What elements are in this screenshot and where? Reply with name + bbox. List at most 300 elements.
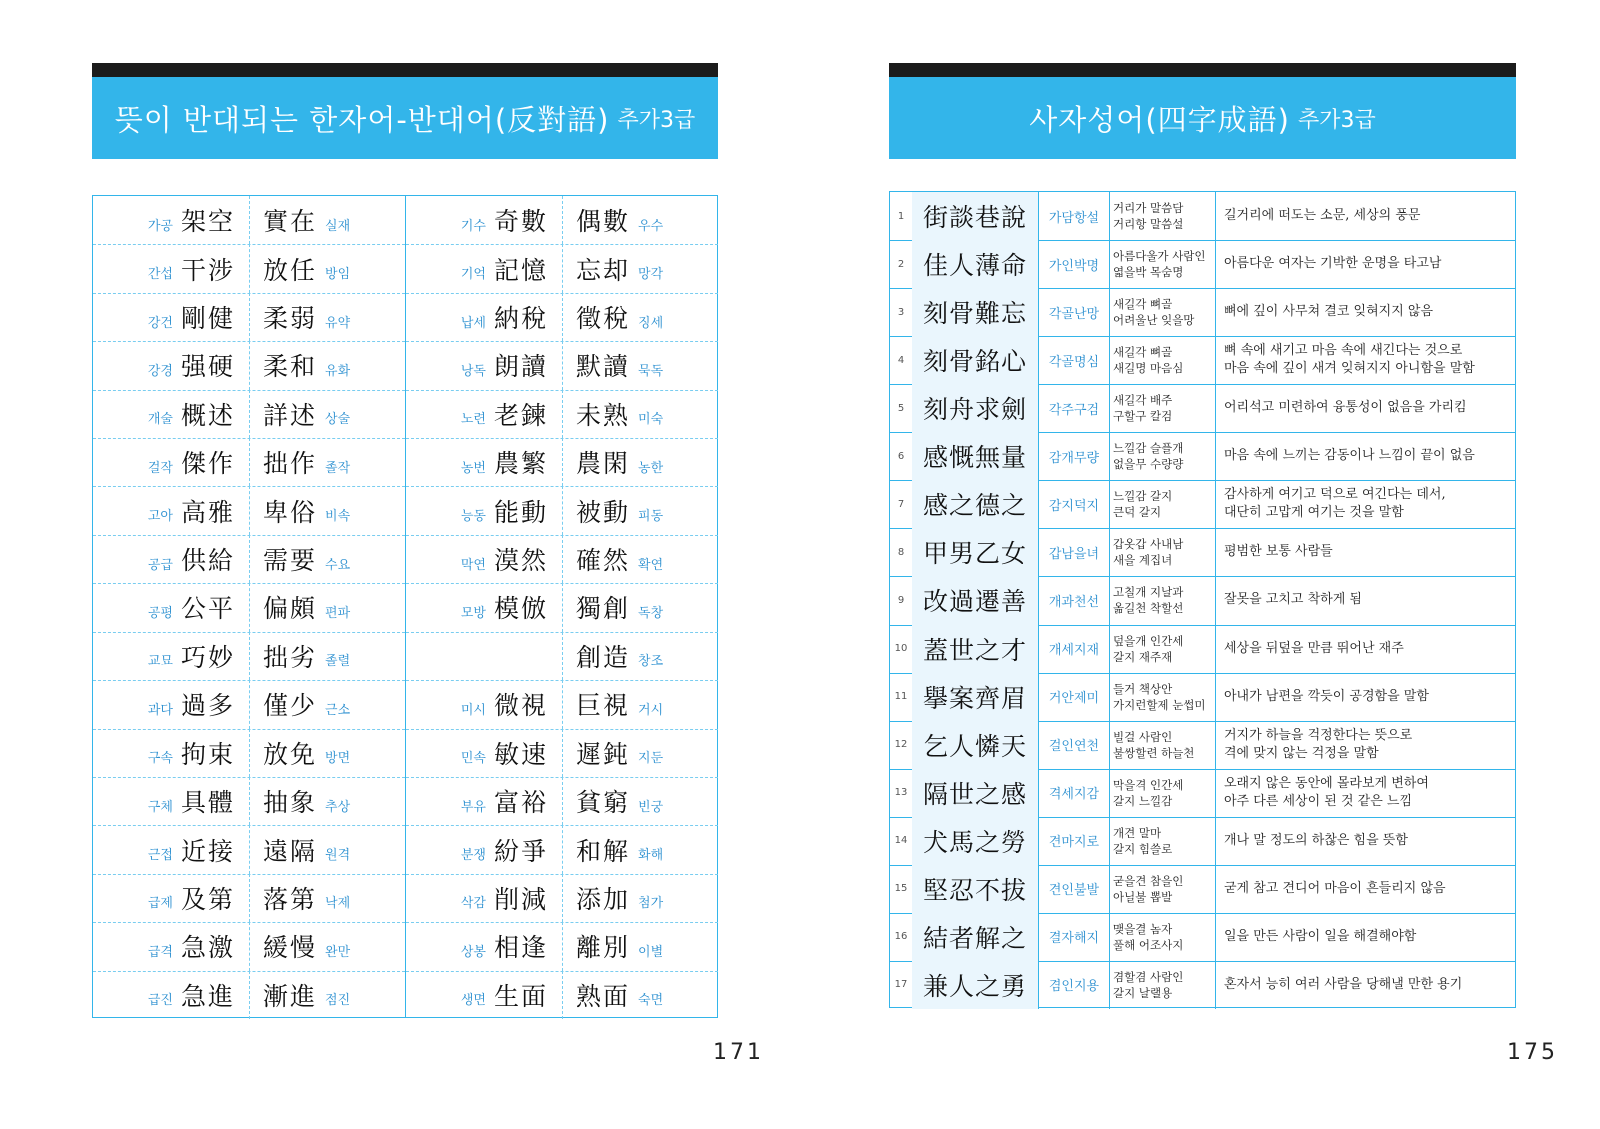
antonym-word-hanja: 供給 xyxy=(180,546,235,576)
antonym-row xyxy=(93,777,405,826)
idiom-number: 17 xyxy=(894,979,908,991)
antonym-word-hanja: 納稅 xyxy=(493,304,548,334)
idiom-meaning-line-1: 마음 속에 느끼는 감동이나 느낌이 끝이 없음 xyxy=(1224,448,1475,464)
idiom-meaning-line-1: 거지가 하늘을 걱정한다는 뜻으로 xyxy=(1224,727,1413,743)
antonym-table xyxy=(92,195,718,1018)
idiom-meaning-line-1: 개나 말 정도의 하찮은 힘을 뜻함 xyxy=(1224,832,1408,848)
antonym-word-reading: 분쟁 xyxy=(460,848,486,864)
antonym-opposite-hanja: 詳述 xyxy=(263,400,318,430)
idiom-hanja: 結者解之 xyxy=(912,913,1039,961)
antonym-opposite-reading: 낙제 xyxy=(325,896,351,912)
idiom-gloss-line-2: 구할구 칼검 xyxy=(1113,409,1173,424)
antonym-word xyxy=(406,244,562,292)
antonym-opposite-reading: 방임 xyxy=(325,267,351,283)
antonym-opposite-reading: 방면 xyxy=(325,751,351,767)
antonym-opposite-hanja: 農閑 xyxy=(576,449,631,479)
antonym-opposite-hanja: 和解 xyxy=(576,836,631,866)
idiom-number: 14 xyxy=(894,835,908,847)
idiom-gloss xyxy=(1110,625,1216,673)
antonym-word xyxy=(93,293,249,341)
idiom-row xyxy=(890,576,1515,625)
antonym-opposite xyxy=(562,390,718,438)
antonym-row xyxy=(406,438,718,487)
antonym-word-hanja: 概述 xyxy=(180,400,235,430)
antonym-row xyxy=(406,971,718,1019)
idiom-meaning xyxy=(1217,961,1515,1009)
antonym-word xyxy=(93,680,249,728)
idiom-hanja: 犬馬之勞 xyxy=(912,817,1039,865)
antonym-opposite xyxy=(249,680,405,728)
left-page-title xyxy=(92,77,718,159)
antonym-opposite xyxy=(562,632,718,680)
idiom-gloss-line-2: 새을 계집녀 xyxy=(1113,553,1173,568)
idiom-gloss-line-1: 막을격 인간세 xyxy=(1113,777,1184,792)
idiom-gloss-line-1: 거리가 말씀담 xyxy=(1113,201,1184,216)
antonym-word-reading: 강경 xyxy=(147,363,173,379)
antonym-word-reading: 급격 xyxy=(147,944,173,960)
antonym-opposite-hanja: 漸進 xyxy=(263,981,318,1011)
antonym-opposite xyxy=(562,922,718,970)
idiom-gloss-line-1: 느낄감 슬플개 xyxy=(1113,441,1184,456)
antonym-row xyxy=(93,196,405,245)
idiom-gloss-line-1: 새길각 뼈골 xyxy=(1113,297,1173,312)
right-title-suffix: 추가3급 xyxy=(1297,107,1376,133)
antonym-opposite xyxy=(562,196,718,244)
antonym-opposite-hanja: 拙劣 xyxy=(263,642,318,672)
antonym-row xyxy=(406,486,718,535)
antonym-word-hanja: 朗讀 xyxy=(493,352,548,382)
idiom-meaning xyxy=(1217,865,1515,913)
antonym-opposite-hanja: 放任 xyxy=(263,255,318,285)
antonym-word xyxy=(93,196,249,244)
idiom-meaning xyxy=(1217,817,1515,865)
antonym-row xyxy=(93,438,405,487)
antonym-word-hanja: 農繁 xyxy=(493,449,548,479)
idiom-hanja: 隔世之感 xyxy=(912,769,1039,817)
antonym-word xyxy=(93,583,249,631)
antonym-opposite xyxy=(249,438,405,486)
idiom-meaning-line-1: 평범한 보통 사람들 xyxy=(1224,544,1333,560)
idiom-hanja: 蓋世之才 xyxy=(912,625,1039,673)
right-title-text: 사자성어(四字成語) xyxy=(1029,102,1290,137)
idiom-gloss xyxy=(1110,192,1216,240)
antonym-opposite-hanja: 卑俗 xyxy=(263,497,318,527)
antonym-row xyxy=(93,680,405,729)
antonym-word xyxy=(406,825,562,873)
antonym-row xyxy=(93,971,405,1019)
antonym-opposite xyxy=(249,777,405,825)
antonym-column-2 xyxy=(405,196,718,1017)
antonym-word-reading: 근접 xyxy=(147,848,173,864)
idiom-row xyxy=(890,625,1515,674)
antonym-row xyxy=(406,729,718,778)
idiom-gloss xyxy=(1110,528,1216,576)
idiom-meaning xyxy=(1217,913,1515,961)
idiom-gloss-line-2: 불쌍할련 하늘천 xyxy=(1113,745,1195,760)
antonym-opposite xyxy=(562,244,718,292)
antonym-word-reading: 상봉 xyxy=(460,944,486,960)
idiom-number: 3 xyxy=(897,306,905,318)
antonym-opposite-reading: 졸렬 xyxy=(325,654,351,670)
antonym-opposite-reading: 졸작 xyxy=(325,460,351,476)
idiom-row xyxy=(890,913,1515,962)
antonym-row xyxy=(406,874,718,923)
antonym-word-reading: 공급 xyxy=(147,557,173,573)
antonym-row xyxy=(93,632,405,681)
left-title-suffix: 추가3급 xyxy=(617,107,696,133)
antonym-row xyxy=(406,244,718,293)
antonym-word xyxy=(406,293,562,341)
antonym-opposite-reading: 독창 xyxy=(638,605,664,621)
antonym-opposite-hanja: 貧窮 xyxy=(576,788,631,818)
idiom-hanja: 乞人憐天 xyxy=(912,721,1039,769)
idiom-reading: 개세지재 xyxy=(1039,625,1110,673)
idiom-gloss-line-1: 새길각 뼈골 xyxy=(1113,345,1173,360)
idiom-gloss-line-1: 개견 말마 xyxy=(1113,825,1162,840)
idiom-number: 16 xyxy=(894,931,908,943)
antonym-opposite-hanja: 獨創 xyxy=(576,594,631,624)
idiom-reading: 갑남을녀 xyxy=(1039,528,1110,576)
antonym-opposite xyxy=(562,729,718,777)
idiom-gloss-line-2: 없을무 수량량 xyxy=(1113,457,1184,472)
idiom-gloss-line-1: 맺을결 놈자 xyxy=(1113,921,1173,936)
idiom-gloss-line-2: 큰덕 갈지 xyxy=(1113,505,1162,520)
idiom-hanja: 堅忍不拔 xyxy=(912,865,1039,913)
antonym-word-reading: 능동 xyxy=(460,509,486,525)
right-page-header xyxy=(889,63,1516,159)
idiom-row xyxy=(890,528,1515,577)
idiom-meaning xyxy=(1217,240,1515,288)
idiom-meaning xyxy=(1217,384,1515,432)
idiom-row xyxy=(890,817,1515,866)
idiom-number: 8 xyxy=(897,546,905,558)
idiom-gloss xyxy=(1110,913,1216,961)
idiom-meaning-line-1: 혼자서 능히 여러 사람을 당해낼 만한 용기 xyxy=(1224,976,1463,992)
idiom-gloss xyxy=(1110,240,1216,288)
antonym-word-hanja: 生面 xyxy=(493,981,548,1011)
idiom-table xyxy=(889,191,1516,1008)
idiom-gloss-line-2: 어려울난 잊을망 xyxy=(1113,313,1195,328)
idiom-row xyxy=(890,769,1515,818)
antonym-opposite-reading: 첨가 xyxy=(638,896,664,912)
antonym-word xyxy=(93,341,249,389)
antonym-word-hanja: 記憶 xyxy=(493,255,548,285)
antonym-opposite xyxy=(562,293,718,341)
antonym-word xyxy=(93,486,249,534)
antonym-opposite-hanja: 放免 xyxy=(263,739,318,769)
antonym-opposite-hanja: 未熟 xyxy=(576,400,631,430)
idiom-gloss-line-1: 아름다울가 사람인 xyxy=(1113,249,1206,264)
idiom-reading: 견인불발 xyxy=(1039,865,1110,913)
antonym-word xyxy=(406,341,562,389)
antonym-word-reading: 강건 xyxy=(147,315,173,331)
antonym-opposite-hanja: 默讀 xyxy=(576,352,631,382)
antonym-row xyxy=(406,777,718,826)
antonym-word xyxy=(406,777,562,825)
idiom-gloss-line-1: 굳을견 참을인 xyxy=(1113,873,1184,888)
left-page-number: 171 xyxy=(713,1040,764,1065)
idiom-meaning-line-2: 마음 속에 깊이 새겨 잊혀지지 아니함을 말함 xyxy=(1224,361,1475,377)
antonym-opposite-reading: 피동 xyxy=(638,509,664,525)
antonym-word xyxy=(406,922,562,970)
antonym-opposite-hanja: 添加 xyxy=(576,884,631,914)
antonym-word xyxy=(406,729,562,777)
antonym-row xyxy=(93,583,405,632)
antonym-opposite-reading: 편파 xyxy=(325,605,351,621)
idiom-number: 13 xyxy=(894,787,908,799)
idiom-number: 4 xyxy=(897,354,905,366)
antonym-word-reading: 가공 xyxy=(147,218,173,234)
antonym-row xyxy=(406,341,718,390)
antonym-word xyxy=(406,438,562,486)
idiom-reading: 거안제미 xyxy=(1039,673,1110,721)
antonym-opposite-reading: 유화 xyxy=(325,363,351,379)
antonym-word-reading: 개술 xyxy=(147,412,173,428)
antonym-word xyxy=(93,777,249,825)
antonym-row xyxy=(93,922,405,971)
antonym-opposite-reading: 상술 xyxy=(325,412,351,428)
antonym-word xyxy=(93,971,249,1019)
idiom-row xyxy=(890,384,1515,433)
antonym-opposite xyxy=(249,922,405,970)
antonym-opposite xyxy=(249,583,405,631)
idiom-hanja: 刻骨銘心 xyxy=(912,336,1039,384)
antonym-word xyxy=(406,390,562,438)
antonym-word-hanja: 紛爭 xyxy=(493,836,548,866)
idiom-number: 1 xyxy=(897,210,905,222)
antonym-opposite xyxy=(249,390,405,438)
antonym-opposite xyxy=(562,825,718,873)
idiom-hanja: 感之德之 xyxy=(912,480,1039,528)
antonym-opposite-reading: 점진 xyxy=(325,993,351,1009)
antonym-word-reading: 막연 xyxy=(460,557,486,573)
antonym-word-reading: 기수 xyxy=(460,218,486,234)
antonym-word-hanja: 老鍊 xyxy=(493,400,548,430)
antonym-word-hanja: 微視 xyxy=(493,691,548,721)
antonym-word-reading: 걸작 xyxy=(147,460,173,476)
antonym-opposite-reading: 농한 xyxy=(638,460,664,476)
antonym-opposite-hanja: 創造 xyxy=(576,642,631,672)
antonym-word-hanja: 急激 xyxy=(180,933,235,963)
antonym-word-reading: 간섭 xyxy=(147,267,173,283)
antonym-word-hanja: 强硬 xyxy=(180,352,235,382)
antonym-opposite-reading: 거시 xyxy=(638,702,664,718)
antonym-word-hanja: 急進 xyxy=(180,981,235,1011)
idiom-meaning xyxy=(1217,721,1515,769)
antonym-opposite xyxy=(562,486,718,534)
antonym-word-reading: 구체 xyxy=(147,799,173,815)
antonym-row xyxy=(93,390,405,439)
idiom-row xyxy=(890,288,1515,337)
antonym-word-hanja: 能動 xyxy=(493,497,548,527)
idiom-gloss xyxy=(1110,721,1216,769)
idiom-gloss xyxy=(1110,576,1216,624)
antonym-row xyxy=(93,341,405,390)
idiom-gloss-line-2: 갈지 느낄감 xyxy=(1113,793,1173,808)
antonym-opposite-reading: 미숙 xyxy=(638,412,664,428)
idiom-reading: 각골명심 xyxy=(1039,336,1110,384)
idiom-meaning xyxy=(1217,625,1515,673)
antonym-opposite-reading: 근소 xyxy=(325,702,351,718)
idiom-meaning xyxy=(1217,288,1515,336)
antonym-row xyxy=(93,729,405,778)
idiom-row xyxy=(890,240,1515,289)
antonym-word-reading: 과다 xyxy=(147,702,173,718)
antonym-opposite-hanja: 離別 xyxy=(576,933,631,963)
idiom-gloss-line-2: 가지런할제 눈썹미 xyxy=(1113,697,1206,712)
idiom-hanja: 街談巷說 xyxy=(912,192,1039,240)
idiom-reading: 걸인연천 xyxy=(1039,721,1110,769)
antonym-word xyxy=(93,390,249,438)
antonym-word xyxy=(406,486,562,534)
antonym-opposite-hanja: 緩慢 xyxy=(263,933,318,963)
antonym-word xyxy=(93,874,249,922)
antonym-opposite xyxy=(562,971,718,1019)
antonym-opposite xyxy=(562,438,718,486)
idiom-gloss-line-2: 갈지 재주재 xyxy=(1113,649,1173,664)
antonym-opposite-reading: 창조 xyxy=(638,654,664,670)
antonym-opposite-hanja: 忘却 xyxy=(576,255,631,285)
idiom-gloss-line-2: 엷을박 목숨명 xyxy=(1113,265,1184,280)
idiom-meaning-line-1: 뼈에 깊이 사무쳐 결코 잊혀지지 않음 xyxy=(1224,304,1434,320)
antonym-opposite-hanja: 熟面 xyxy=(576,981,631,1011)
antonym-word-reading: 기억 xyxy=(460,267,486,283)
antonym-word xyxy=(93,825,249,873)
antonym-opposite-reading: 비속 xyxy=(325,509,351,525)
idiom-row xyxy=(890,336,1515,385)
idiom-row xyxy=(890,721,1515,770)
idiom-number: 6 xyxy=(897,450,905,462)
antonym-opposite-hanja: 需要 xyxy=(263,546,318,576)
antonym-row xyxy=(406,632,718,681)
antonym-row xyxy=(93,486,405,535)
antonym-opposite xyxy=(249,486,405,534)
antonym-opposite-hanja: 巨視 xyxy=(576,691,631,721)
idiom-gloss xyxy=(1110,432,1216,480)
antonym-opposite-reading: 화해 xyxy=(638,848,664,864)
antonym-word-hanja: 削減 xyxy=(493,884,548,914)
antonym-opposite xyxy=(249,632,405,680)
antonym-opposite-reading: 확연 xyxy=(638,557,664,573)
idiom-meaning-line-1: 잘못을 고치고 착하게 됨 xyxy=(1224,592,1362,608)
antonym-word xyxy=(93,438,249,486)
antonym-opposite-hanja: 偶數 xyxy=(576,207,631,237)
antonym-word-hanja: 及第 xyxy=(180,884,235,914)
idiom-number: 12 xyxy=(894,739,908,751)
antonym-word-reading: 구속 xyxy=(147,751,173,767)
idiom-gloss xyxy=(1110,384,1216,432)
antonym-opposite-reading: 실재 xyxy=(325,218,351,234)
antonym-row xyxy=(406,390,718,439)
antonym-opposite-hanja: 遲鈍 xyxy=(576,739,631,769)
idiom-number: 9 xyxy=(897,594,905,606)
idiom-reading: 결자해지 xyxy=(1039,913,1110,961)
antonym-word-reading: 미시 xyxy=(460,702,486,718)
idiom-number: 11 xyxy=(894,691,908,703)
antonym-word xyxy=(93,729,249,777)
antonym-word-hanja: 巧妙 xyxy=(180,642,235,672)
antonym-opposite-reading: 유약 xyxy=(325,315,351,331)
idiom-gloss-line-1: 들거 책상안 xyxy=(1113,681,1173,696)
left-title-text: 뜻이 반대되는 한자어-반대어(反對語) xyxy=(114,102,610,137)
antonym-word xyxy=(406,632,562,680)
right-page-title xyxy=(889,77,1516,159)
antonym-row xyxy=(93,535,405,584)
idiom-reading: 각골난망 xyxy=(1039,288,1110,336)
antonym-word-reading: 낭독 xyxy=(460,363,486,379)
idiom-gloss xyxy=(1110,961,1216,1009)
idiom-number: 15 xyxy=(894,883,908,895)
antonym-word-reading: 모방 xyxy=(460,605,486,621)
idiom-row xyxy=(890,673,1515,722)
antonym-opposite-reading: 숙면 xyxy=(638,993,664,1009)
antonym-opposite xyxy=(249,341,405,389)
idiom-meaning-line-2: 대단히 고맙게 여기는 것을 말함 xyxy=(1224,505,1404,521)
idiom-meaning xyxy=(1217,480,1515,528)
antonym-opposite-hanja: 確然 xyxy=(576,546,631,576)
idiom-meaning xyxy=(1217,192,1515,240)
idiom-meaning-line-1: 일을 만든 사람이 일을 해결해야함 xyxy=(1224,928,1417,944)
antonym-word-hanja: 拘束 xyxy=(180,739,235,769)
idiom-reading: 가담항설 xyxy=(1039,192,1110,240)
antonym-word-hanja: 傑作 xyxy=(180,449,235,479)
antonym-word xyxy=(406,583,562,631)
idiom-reading: 감개무량 xyxy=(1039,432,1110,480)
idiom-row xyxy=(890,192,1515,241)
idiom-meaning-line-1: 굳게 참고 견디어 마음이 흔들리지 않음 xyxy=(1224,880,1446,896)
idiom-gloss xyxy=(1110,336,1216,384)
idiom-hanja: 甲男乙女 xyxy=(912,528,1039,576)
antonym-word-hanja: 富裕 xyxy=(493,788,548,818)
antonym-row xyxy=(406,535,718,584)
antonym-opposite-hanja: 拙作 xyxy=(263,449,318,479)
antonym-opposite xyxy=(249,971,405,1019)
antonym-word-hanja: 架空 xyxy=(180,207,235,237)
antonym-word xyxy=(93,632,249,680)
idiom-reading: 겸인지용 xyxy=(1039,961,1110,1009)
idiom-meaning-line-1: 감사하게 여기고 덕으로 여긴다는 데서, xyxy=(1224,487,1446,503)
idiom-meaning-line-1: 어리석고 미련하여 융통성이 없음을 가리킴 xyxy=(1224,400,1467,416)
idiom-row xyxy=(890,432,1515,481)
antonym-row xyxy=(93,825,405,874)
antonym-word xyxy=(406,680,562,728)
antonym-word-hanja: 奇數 xyxy=(493,207,548,237)
idiom-meaning-line-2: 아주 다른 세상이 된 것 같은 느낌 xyxy=(1224,793,1413,809)
antonym-opposite xyxy=(562,777,718,825)
idiom-reading: 감지덕지 xyxy=(1039,480,1110,528)
antonym-word-hanja: 過多 xyxy=(180,691,235,721)
idiom-gloss-line-2: 아닐불 뽑발 xyxy=(1113,889,1173,904)
antonym-opposite-reading: 징세 xyxy=(638,315,664,331)
idiom-meaning-line-1: 길거리에 떠도는 소문, 세상의 풍문 xyxy=(1224,208,1421,224)
idiom-number: 5 xyxy=(897,402,905,414)
idiom-gloss-line-1: 느낄감 갈지 xyxy=(1113,489,1173,504)
antonym-opposite xyxy=(562,535,718,583)
idiom-gloss xyxy=(1110,769,1216,817)
antonym-word-reading: 생면 xyxy=(460,993,486,1009)
antonym-word-hanja: 漠然 xyxy=(493,546,548,576)
idiom-meaning-line-2: 격에 맞지 않는 걱정을 말함 xyxy=(1224,745,1379,761)
antonym-word-reading: 삭감 xyxy=(460,896,486,912)
antonym-opposite xyxy=(562,583,718,631)
idiom-meaning-line-1: 세상을 뒤덮을 만큼 뛰어난 재주 xyxy=(1224,640,1404,656)
antonym-opposite xyxy=(249,535,405,583)
idiom-gloss-line-1: 빌걸 사람인 xyxy=(1113,729,1173,744)
left-page-header xyxy=(92,63,718,159)
antonym-opposite-hanja: 柔弱 xyxy=(263,304,318,334)
antonym-opposite-reading: 원격 xyxy=(325,848,351,864)
antonym-word-hanja: 公平 xyxy=(180,594,235,624)
